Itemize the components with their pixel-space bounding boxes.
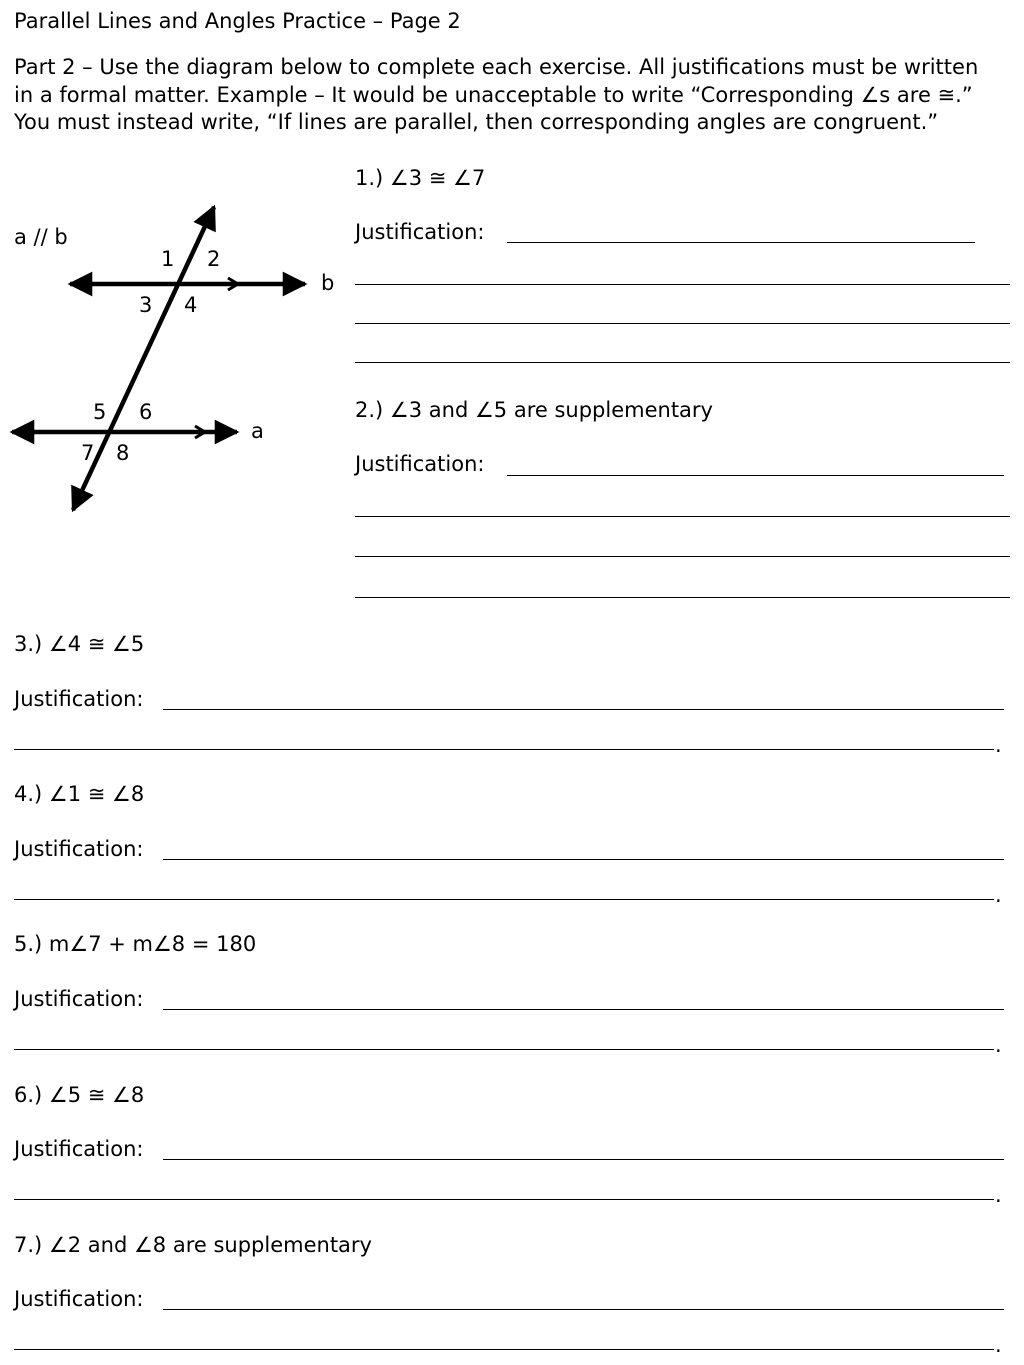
instructions-line: Part 2 – Use the diagram below to complete each exercise. All justifications must be written — [14, 55, 979, 79]
exercise-7 — [14, 1233, 372, 1257]
answer-blank[interactable] — [14, 1199, 994, 1200]
answer-blank[interactable] — [355, 516, 1010, 517]
instructions — [14, 54, 1014, 137]
exercise-statement: ∠5 ≅ ∠8 — [48, 1083, 145, 1107]
justification-label: Justification: — [14, 987, 144, 1011]
angle-label-2: 2 — [207, 247, 221, 271]
exercise-4 — [14, 782, 144, 806]
exercise-number: 4.) — [14, 782, 43, 806]
justification-label: Justification: — [355, 452, 485, 476]
answer-blank[interactable] — [163, 1309, 1004, 1310]
answer-blank[interactable] — [163, 859, 1004, 860]
exercise-2 — [355, 398, 713, 422]
answer-blank[interactable] — [14, 749, 994, 750]
page-title: Parallel Lines and Angles Practice – Page 2 — [14, 9, 461, 33]
instructions-line: You must instead write, “If lines are parallel, then corresponding angles are congruent.” — [14, 110, 939, 134]
exercise-5 — [14, 932, 256, 956]
justification-label: Justification: — [14, 687, 144, 711]
answer-blank[interactable] — [355, 323, 1010, 324]
justification-label: Justification: — [355, 220, 485, 244]
angle-label-7: 7 — [81, 441, 95, 465]
exercise-number: 2.) — [355, 398, 384, 422]
justification-label: Justification: — [14, 1287, 144, 1311]
angle-label-8: 8 — [116, 441, 130, 465]
exercise-statement: m∠7 + m∠8 = 180 — [48, 932, 257, 956]
exercise-6 — [14, 1083, 144, 1107]
answer-blank[interactable] — [507, 475, 1004, 476]
angle-label-3: 3 — [139, 293, 153, 317]
instructions-line: in a formal matter. Example – It would be unacceptable to write “Corresponding ∠s are ≅.” — [14, 82, 973, 107]
answer-blank[interactable] — [14, 899, 994, 900]
exercise-number: 3.) — [14, 632, 43, 656]
answer-blank[interactable] — [14, 1049, 994, 1050]
parallel-lines-diagram — [0, 195, 345, 525]
justification-label: Justification: — [14, 837, 144, 861]
answer-blank[interactable] — [163, 1159, 1004, 1160]
angle-label-1: 1 — [161, 247, 175, 271]
answer-blank[interactable] — [355, 556, 1010, 557]
exercise-statement: ∠3 ≅ ∠7 — [389, 166, 486, 190]
exercise-1 — [355, 166, 485, 190]
period-mark: . — [995, 1033, 1002, 1057]
answer-blank[interactable] — [163, 1009, 1004, 1010]
angle-label-5: 5 — [93, 400, 107, 424]
angle-label-4: 4 — [184, 293, 198, 317]
line-label-a: a — [251, 419, 264, 443]
answer-blank[interactable] — [355, 362, 1010, 363]
answer-blank[interactable] — [14, 1349, 994, 1350]
angle-label-6: 6 — [139, 400, 153, 424]
exercise-statement: ∠4 ≅ ∠5 — [48, 632, 145, 656]
answer-blank[interactable] — [355, 597, 1010, 598]
exercise-number: 6.) — [14, 1083, 43, 1107]
answer-blank[interactable] — [355, 284, 1010, 285]
period-mark: . — [995, 883, 1002, 907]
exercise-3 — [14, 632, 144, 656]
exercise-number: 5.) — [14, 932, 43, 956]
period-mark: . — [995, 733, 1002, 757]
line-label-b: b — [321, 271, 335, 295]
exercise-statement: ∠3 and ∠5 are supplementary — [389, 398, 713, 422]
period-mark: . — [995, 1333, 1002, 1357]
exercise-number: 1.) — [355, 166, 384, 190]
given-label: a // b — [14, 225, 68, 249]
answer-blank[interactable] — [163, 709, 1004, 710]
answer-blank[interactable] — [507, 242, 975, 243]
exercise-statement: ∠2 and ∠8 are supplementary — [48, 1233, 372, 1257]
exercise-statement: ∠1 ≅ ∠8 — [48, 782, 145, 806]
justification-label: Justification: — [14, 1137, 144, 1161]
exercise-number: 7.) — [14, 1233, 43, 1257]
period-mark: . — [995, 1183, 1002, 1207]
